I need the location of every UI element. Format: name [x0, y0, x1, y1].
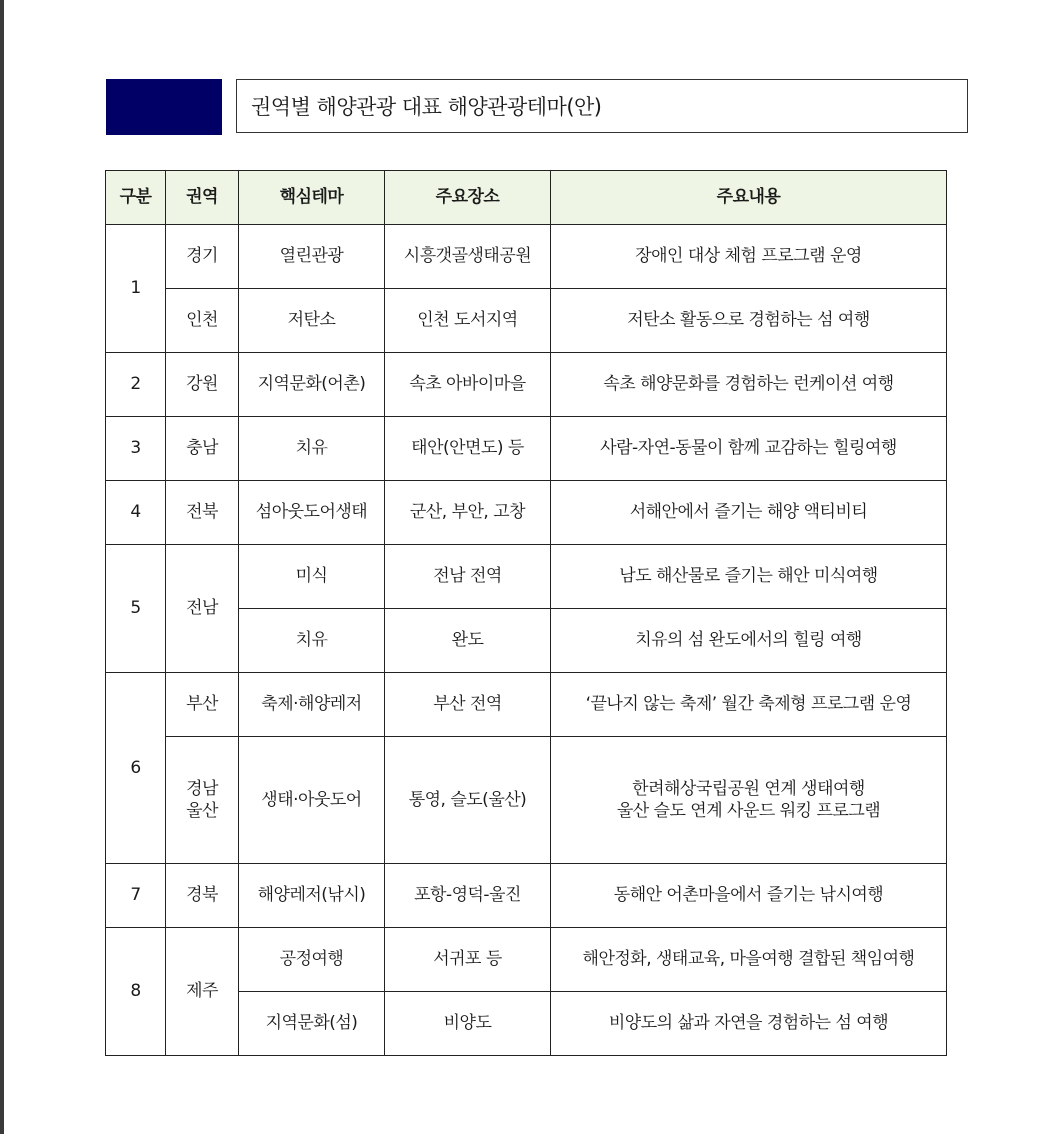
cell-no: 2: [106, 353, 166, 417]
cell-content: 사람-자연-동물이 함께 교감하는 힐링여행: [551, 417, 947, 481]
cell-theme: 열린관광: [239, 225, 385, 289]
cell-no: 5: [106, 545, 166, 673]
cell-place: 속초 아바이마을: [385, 353, 551, 417]
cell-place: 인천 도서지역: [385, 289, 551, 353]
document-title: 권역별 해양관광 대표 해양관광테마(안): [251, 95, 602, 119]
cell-content-line: 울산 슬도 연계 사운드 워킹 프로그램: [616, 801, 881, 821]
cell-theme: 축제·해양레저: [239, 673, 385, 737]
table-row: [106, 353, 947, 417]
cell-place: 포항-영덕-울진: [385, 864, 551, 928]
cell-place: 부산 전역: [385, 673, 551, 737]
cell-content: 해안정화, 생태교육, 마을여행 결합된 책임여행: [551, 928, 947, 992]
title-accent-block: [106, 79, 222, 135]
cell-place: 태안(안면도) 등: [385, 417, 551, 481]
table-row: [106, 864, 947, 928]
cell-place: 완도: [385, 609, 551, 673]
cell-theme: 생태·아웃도어: [239, 737, 385, 864]
table-row: [106, 481, 947, 545]
cell-content: 동해안 어촌마을에서 즐기는 낚시여행: [551, 864, 947, 928]
themes-table: [105, 170, 947, 1056]
header-no: 구분: [106, 171, 166, 225]
document-title-box: [236, 79, 968, 133]
cell-theme: 저탄소: [239, 289, 385, 353]
table-row: [106, 417, 947, 481]
cell-no: 8: [106, 928, 166, 1056]
cell-region: 전남: [166, 545, 239, 673]
cell-region-line: 경남: [186, 778, 218, 799]
cell-theme: 미식: [239, 545, 385, 609]
cell-theme: 치유: [239, 417, 385, 481]
cell-place: 전남 전역: [385, 545, 551, 609]
cell-theme: 섬아웃도어생태: [239, 481, 385, 545]
cell-region: 경북: [166, 864, 239, 928]
cell-content: [551, 737, 947, 864]
header-region: 권역: [166, 171, 239, 225]
cell-theme: 공정여행: [239, 928, 385, 992]
cell-content: 저탄소 활동으로 경험하는 섬 여행: [551, 289, 947, 353]
cell-place: 서귀포 등: [385, 928, 551, 992]
header-theme: 핵심테마: [239, 171, 385, 225]
cell-no: 6: [106, 673, 166, 864]
cell-region: 제주: [166, 928, 239, 1056]
cell-theme: 지역문화(섬): [239, 992, 385, 1056]
table-row: [106, 225, 947, 289]
table-row: [106, 673, 947, 737]
cell-theme: 지역문화(어촌): [239, 353, 385, 417]
cell-content: 속초 해양문화를 경험하는 런케이션 여행: [551, 353, 947, 417]
cell-region: 강원: [166, 353, 239, 417]
cell-content: 치유의 섬 완도에서의 힐링 여행: [551, 609, 947, 673]
table-row: [106, 928, 947, 992]
cell-content: ‘끝나지 않는 축제’ 월간 축제형 프로그램 운영: [551, 673, 947, 737]
cell-region: 부산: [166, 673, 239, 737]
cell-theme: 해양레저(낚시): [239, 864, 385, 928]
cell-region: 충남: [166, 417, 239, 481]
cell-region: 전북: [166, 481, 239, 545]
cell-place: 비양도: [385, 992, 551, 1056]
cell-place: 통영, 슬도(울산): [385, 737, 551, 864]
cell-no: 7: [106, 864, 166, 928]
cell-content: 서해안에서 즐기는 해양 액티비티: [551, 481, 947, 545]
header-place: 주요장소: [385, 171, 551, 225]
cell-content-line: 한려해상국립공원 연계 생태여행: [632, 778, 865, 799]
cell-theme: 치유: [239, 609, 385, 673]
table-header-row: [106, 171, 947, 225]
cell-place: 시흥갯골생태공원: [385, 225, 551, 289]
cell-no: 1: [106, 225, 166, 353]
cell-no: 4: [106, 481, 166, 545]
cell-region: 인천: [166, 289, 239, 353]
cell-content: 장애인 대상 체험 프로그램 운영: [551, 225, 947, 289]
cell-place: 군산, 부안, 고창: [385, 481, 551, 545]
cell-region-line: 울산: [186, 801, 218, 821]
table-row: [106, 737, 947, 864]
cell-content: 남도 해산물로 즐기는 해안 미식여행: [551, 545, 947, 609]
table-row: [106, 545, 947, 609]
table-row: [106, 289, 947, 353]
cell-no: 3: [106, 417, 166, 481]
header-content: 주요내용: [551, 171, 947, 225]
page-left-border: [0, 0, 4, 1134]
cell-region: [166, 737, 239, 864]
cell-region: 경기: [166, 225, 239, 289]
cell-content: 비양도의 삶과 자연을 경험하는 섬 여행: [551, 992, 947, 1056]
